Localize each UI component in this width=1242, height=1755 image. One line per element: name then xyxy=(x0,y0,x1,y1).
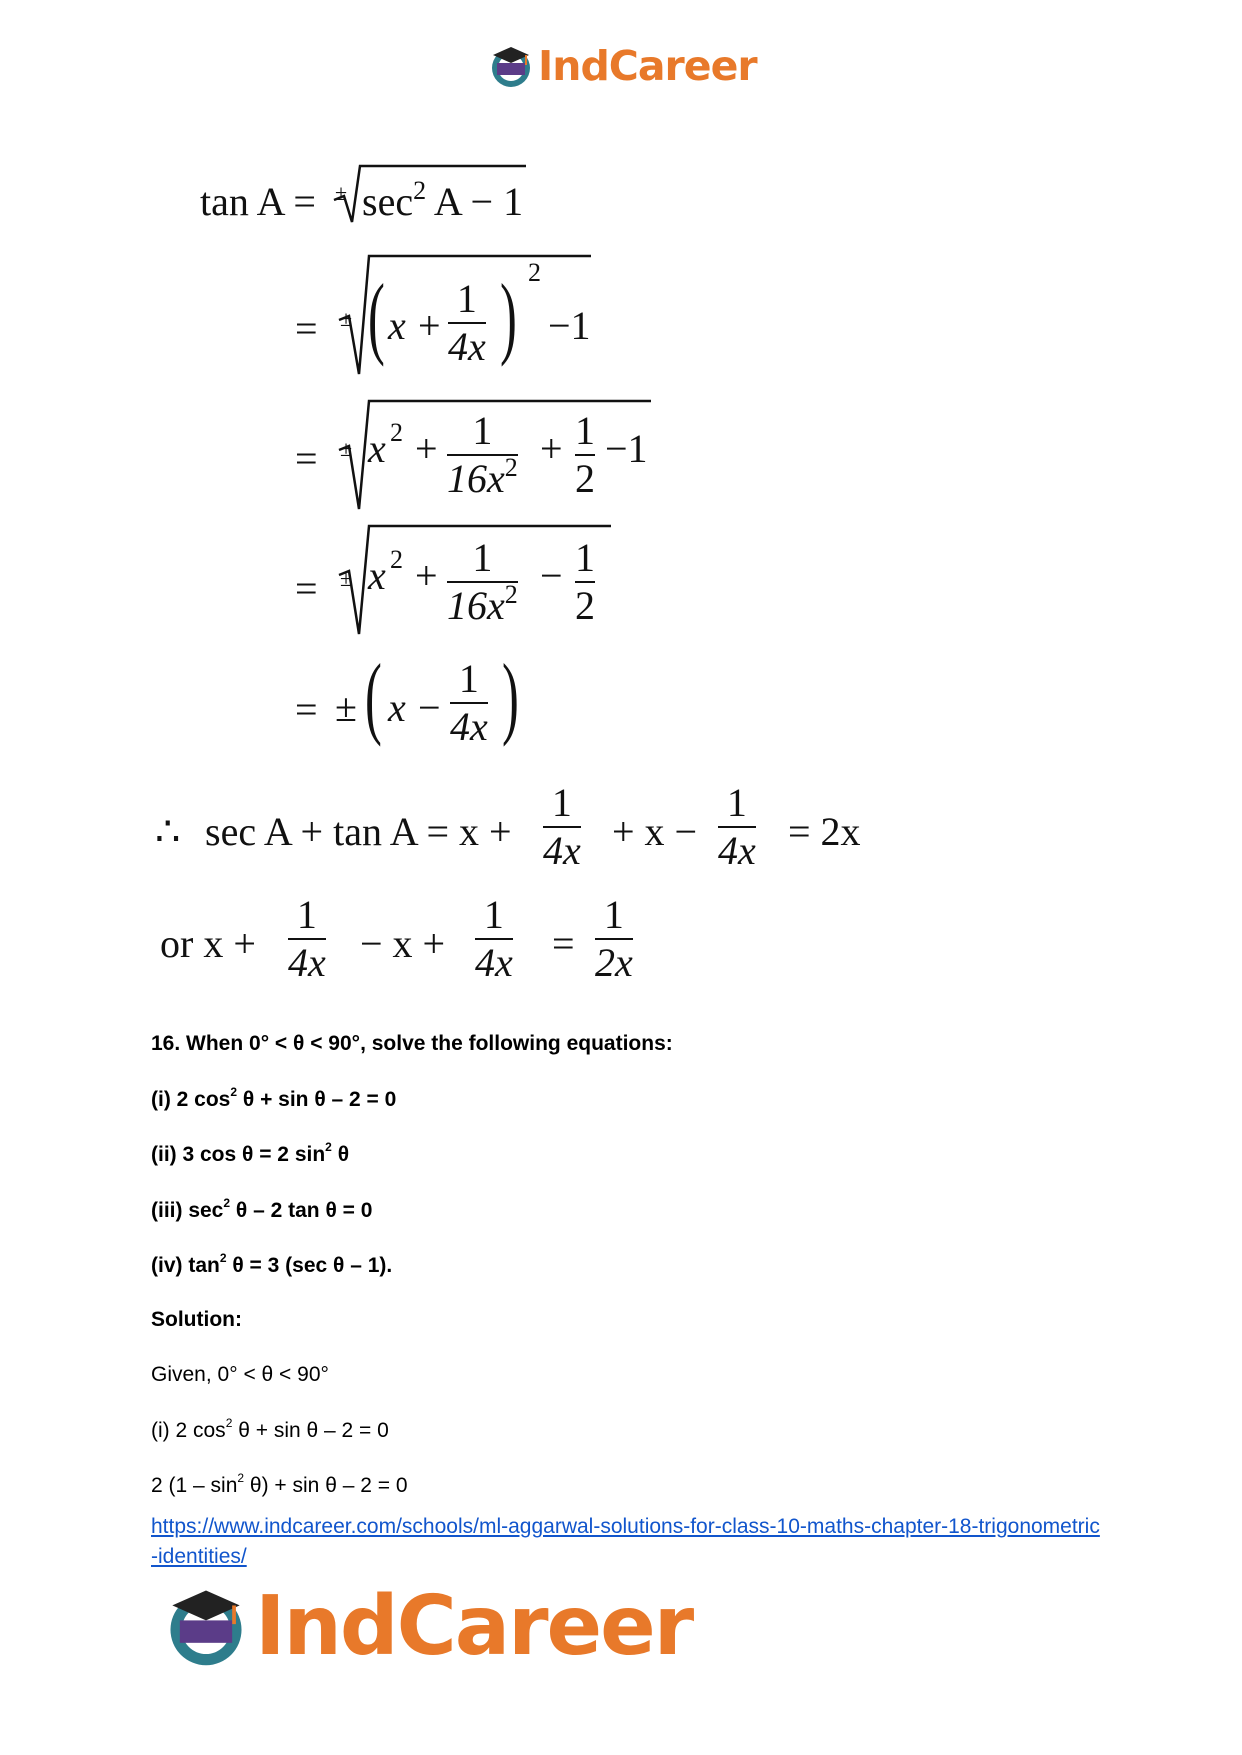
math-l5-minus: − xyxy=(418,685,441,730)
math-l5-eq: = xyxy=(295,687,318,732)
numerator: 1 xyxy=(472,408,493,453)
den-text: 16x xyxy=(447,456,505,501)
denominator xyxy=(447,580,518,634)
denominator: 2x xyxy=(595,940,633,985)
denominator: 4x xyxy=(475,940,513,985)
math-l2-x: x xyxy=(388,303,406,348)
math-l4-x: x xyxy=(368,553,386,598)
text: θ + sin θ – 2 = 0 xyxy=(237,1088,397,1111)
numerator: 1 xyxy=(575,535,595,580)
denominator: 4x xyxy=(543,828,581,873)
logo-text: IndCareer xyxy=(255,1578,693,1674)
math-l2-plus: + xyxy=(418,303,441,348)
math-l6-frac xyxy=(543,780,581,874)
math-l4-eq: = xyxy=(295,566,318,611)
sec-text: sec xyxy=(362,179,414,224)
numerator: 1 xyxy=(458,656,479,701)
text: (iv) tan xyxy=(151,1254,220,1277)
math-l6-frac2 xyxy=(718,780,756,874)
numerator: 1 xyxy=(296,892,317,937)
math-l5-frac xyxy=(450,656,488,750)
math-l2-minus1: −1 xyxy=(548,303,591,348)
math-l3-plus: + xyxy=(415,426,438,471)
text: 2 (1 – sin xyxy=(151,1474,238,1497)
math-l4-frac xyxy=(447,535,518,634)
sup: 2 xyxy=(504,580,518,609)
footer-logo xyxy=(163,1580,692,1672)
solution-given: Given, 0° < θ < 90° xyxy=(151,1363,329,1386)
math-l4-exp: 2 xyxy=(390,545,403,574)
text: (i) 2 cos xyxy=(151,1419,226,1442)
math-l6-therefore: ∴ xyxy=(155,809,181,854)
solution-step-2 xyxy=(151,1473,408,1498)
sup: 2 xyxy=(504,453,518,482)
paren-close: ) xyxy=(500,265,517,367)
paren-close: ) xyxy=(502,645,519,747)
text: (i) 2 cos xyxy=(151,1088,231,1111)
math-l4-minus: − xyxy=(540,553,563,598)
sup: 2 xyxy=(219,1251,227,1265)
numerator: 1 xyxy=(483,892,504,937)
den-text: 16x xyxy=(447,583,505,628)
denominator: 2 xyxy=(575,583,595,628)
denominator: 4x xyxy=(448,324,486,369)
numerator: 1 xyxy=(603,892,624,937)
math-l1-lhs: tan A = xyxy=(200,179,316,224)
numerator: 1 xyxy=(472,535,493,580)
graduation-cap-book-icon xyxy=(163,1583,249,1669)
denominator: 4x xyxy=(288,940,326,985)
text: θ + sin θ – 2 = 0 xyxy=(232,1419,389,1442)
numerator: 1 xyxy=(726,780,747,825)
math-l4-frac2 xyxy=(575,535,595,629)
math-l3-frac xyxy=(447,408,518,507)
math-l7-frac xyxy=(288,892,326,986)
paren-open: ( xyxy=(365,645,382,747)
math-l2-frac xyxy=(448,276,486,370)
solution-heading: Solution: xyxy=(151,1308,242,1331)
numerator: 1 xyxy=(456,276,477,321)
sup: 2 xyxy=(413,176,427,205)
question-part-4 xyxy=(151,1253,392,1278)
a-minus-one: A − 1 xyxy=(433,179,524,224)
math-l3-x: x xyxy=(368,426,386,471)
math-l7-frac2 xyxy=(475,892,513,986)
text: (iii) sec xyxy=(151,1199,224,1222)
math-l6-rhs: = 2x xyxy=(788,809,861,854)
math-l3-plus2: + xyxy=(540,426,563,471)
sup: 2 xyxy=(223,1196,231,1210)
solution-step-1 xyxy=(151,1418,389,1443)
question-title: 16. When 0° < θ < 90°, solve the following equations: xyxy=(151,1032,673,1055)
sup: 2 xyxy=(225,1416,233,1430)
sup: 2 xyxy=(237,1471,245,1485)
math-l7-eq: = xyxy=(552,921,575,966)
math-l2-pm: ± xyxy=(340,306,353,331)
text: (ii) 3 cos θ = 2 sin xyxy=(151,1143,326,1166)
math-l4-plus: + xyxy=(415,553,438,598)
question-part-1 xyxy=(151,1087,396,1112)
math-l1-radicand xyxy=(362,178,523,225)
denominator xyxy=(447,453,518,507)
source-link[interactable]: https://www.indcareer.com/schools/ml-aggarwal-solutions-for-class-10-maths-chapter-18-trigonometric-identities/ xyxy=(151,1515,1100,1568)
math-l7-frac3 xyxy=(595,892,633,986)
math-l3-pm: ± xyxy=(340,436,353,461)
question-part-2 xyxy=(151,1142,349,1167)
sup: 2 xyxy=(230,1085,238,1099)
text: θ) + sin θ – 2 = 0 xyxy=(244,1474,408,1497)
math-l6-lhs: sec A + tan A = x + xyxy=(205,809,512,854)
math-l6-mid: + x − xyxy=(612,809,698,854)
paren-open: ( xyxy=(368,265,385,367)
math-l2-exp: 2 xyxy=(528,258,541,287)
math-l4-pm: ± xyxy=(340,566,353,591)
question-part-3 xyxy=(151,1198,372,1223)
text: θ xyxy=(331,1143,350,1166)
denominator: 4x xyxy=(450,704,488,749)
numerator: 1 xyxy=(551,780,572,825)
math-l3-exp: 2 xyxy=(390,418,403,447)
text: θ = 3 (sec θ – 1). xyxy=(226,1254,393,1277)
math-l7-mid: − x + xyxy=(360,921,446,966)
math-l3-eq: = xyxy=(295,436,318,481)
logo-text: IndCareer xyxy=(538,42,757,90)
text: θ – 2 tan θ = 0 xyxy=(230,1199,373,1222)
sup: 2 xyxy=(325,1140,332,1154)
math-l5-pm: ± xyxy=(335,685,357,730)
math-l7-lhs: or x + xyxy=(160,921,256,966)
math-l1-pm: ± xyxy=(335,180,348,205)
denominator: 4x xyxy=(718,828,756,873)
numerator: 1 xyxy=(575,408,595,453)
denominator: 2 xyxy=(575,456,595,501)
math-l5-x: x xyxy=(388,685,406,730)
math-l2-eq: = xyxy=(295,306,318,351)
math-l3-frac2 xyxy=(575,408,595,502)
math-l3-minus1: −1 xyxy=(605,426,648,471)
